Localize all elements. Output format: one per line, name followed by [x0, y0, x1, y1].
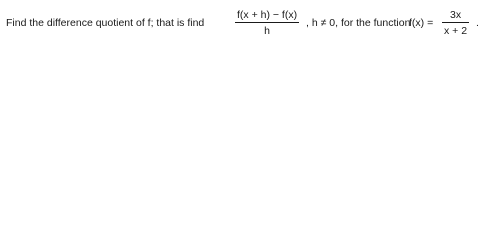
function-denominator: x + 2: [444, 25, 468, 37]
difference-quotient-denominator: h: [264, 25, 270, 37]
question-text: [0, 0, 483, 46]
difference-quotient-numerator: f(x + h) − f(x): [237, 9, 298, 21]
end-punctuation: .: [476, 17, 479, 29]
function-name: f(x) =: [409, 17, 434, 29]
difference-quotient-fraction: [235, 9, 299, 37]
function-expression-fraction: [442, 9, 469, 37]
function-numerator: 3x: [449, 9, 462, 21]
question-condition: , h ≠ 0, for the function: [306, 17, 411, 29]
question-intro: Find the difference quotient of f; that is find: [6, 17, 205, 29]
